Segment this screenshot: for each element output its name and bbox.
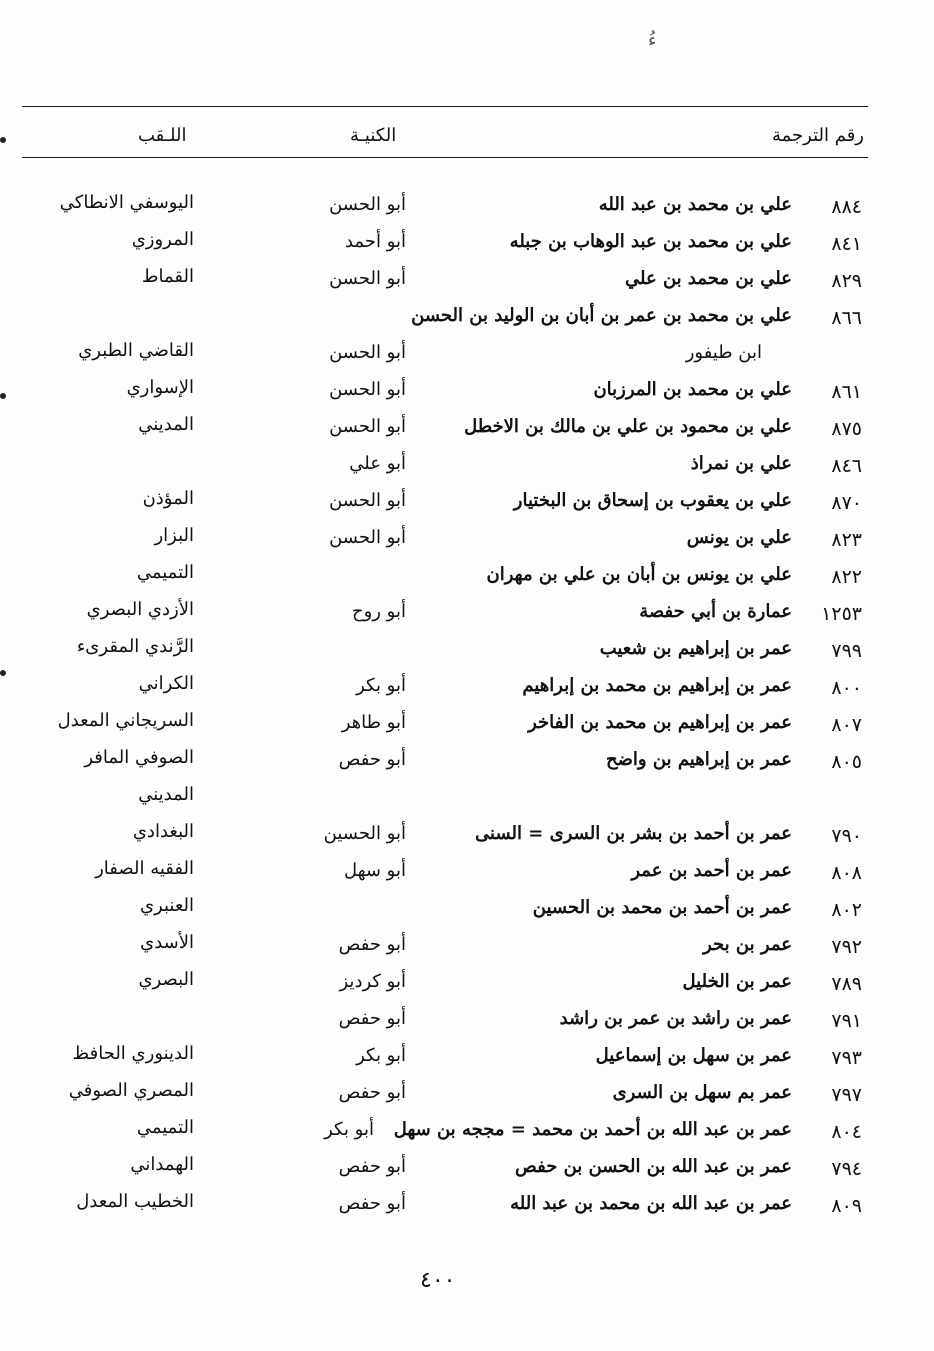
entry-name: عمر بن أحمد بن عمر — [631, 860, 792, 881]
entry-laqab: الأزدي البصري — [86, 599, 194, 620]
entry-kunya: أبو علي — [349, 453, 406, 474]
header-number-label: رقم الترجمة — [771, 125, 864, 146]
table-row — [0, 967, 934, 1004]
entry-name: عمر بن بحر — [703, 934, 792, 955]
entry-kunya: أبو حفص — [338, 1008, 406, 1029]
table-row — [0, 190, 934, 227]
entry-number: ٨٧٥ — [831, 418, 862, 440]
entry-name: علي بن محمود بن علي بن مالك بن الاخطل — [464, 416, 792, 437]
entry-name: علي بن محمد بن عمر بن أبان بن الوليد بن الحسن — [411, 305, 792, 326]
table-row — [0, 708, 934, 745]
entry-laqab: المديني — [138, 784, 194, 805]
entry-name: علي بن يونس بن أبان بن علي بن مهران — [486, 564, 792, 585]
entry-number: ٧٩٠ — [831, 825, 862, 847]
entry-name: عمر بن إبراهيم بن محمد بن الفاخر — [528, 712, 792, 733]
entry-name: علي بن محمد بن المرزبان — [593, 379, 792, 400]
entry-kunya: أبو حفص — [338, 934, 406, 955]
table-row — [0, 412, 934, 449]
entry-number: ٨٦١ — [831, 381, 862, 403]
table-row — [0, 227, 934, 264]
table-row — [0, 671, 934, 708]
table-row — [0, 782, 934, 819]
entry-kunya: أبو بكر — [356, 1045, 406, 1066]
entry-number: ٧٩٣ — [831, 1047, 862, 1069]
table-row — [0, 449, 934, 486]
entry-number: ٨٤١ — [831, 233, 862, 255]
entries-table — [0, 190, 934, 1226]
entry-kunya: أبو الحسن — [329, 527, 406, 548]
entry-kunya: أبو طاهر — [341, 712, 406, 733]
entry-kunya: أبو روح — [351, 601, 406, 622]
entry-name: عمارة بن أبي حفصة — [639, 601, 792, 622]
entry-laqab: المديني — [138, 414, 194, 435]
entry-name: علي بن محمد بن عبد الله — [598, 194, 792, 215]
entry-laqab: المروزي — [131, 229, 194, 250]
entry-number: ٨٠٢ — [831, 899, 862, 921]
entry-name: علي بن نمراذ — [690, 453, 792, 474]
table-row — [0, 1152, 934, 1189]
entry-name: عمر بن أحمد بن محمد بن الحسين — [532, 897, 792, 918]
entry-laqab: البغدادي — [132, 821, 194, 842]
table-row — [0, 1189, 934, 1226]
table-row — [0, 560, 934, 597]
entry-kunya: أبو حفص — [338, 1156, 406, 1177]
entry-laqab: البزار — [154, 525, 194, 546]
header-kunya-label: الكنيـة — [350, 125, 397, 146]
entry-name: علي بن محمد بن علي — [624, 268, 792, 289]
entry-laqab: الرَّندي المقرىء — [76, 636, 194, 657]
entry-name: عمر بن عبد الله بن أحمد بن محمد = مججه بن سهل — [393, 1119, 792, 1140]
entry-laqab: البصري — [138, 969, 194, 990]
entry-kunya: أبو حفص — [338, 1082, 406, 1103]
entry-name: عمر بن إبراهيم بن محمد بن إبراهيم — [522, 675, 792, 696]
table-row — [0, 375, 934, 412]
entry-name: ابن طيفور — [685, 342, 762, 363]
entry-number: ٨٢٩ — [831, 270, 862, 292]
entry-laqab: الكراني — [138, 673, 194, 694]
entry-number: ٨٧٠ — [831, 492, 862, 514]
entry-kunya: أبو الحسن — [329, 268, 406, 289]
table-row — [0, 486, 934, 523]
entry-name: علي بن يعقوب بن إسحاق بن البختيار — [513, 490, 792, 511]
table-row — [0, 1115, 934, 1152]
table-row — [0, 264, 934, 301]
entry-laqab: الدينوري الحافظ — [72, 1043, 194, 1064]
entry-kunya: أبو بكر — [324, 1119, 374, 1140]
entry-kunya: أبو أحمد — [344, 231, 406, 252]
entry-name: عمر بن إبراهيم بن شعيب — [599, 638, 792, 659]
entry-name: عمر بن عبد الله بن الحسن بن حفص — [515, 1156, 792, 1177]
entry-kunya: أبو كرديز — [339, 971, 406, 992]
entry-name: علي بن يونس — [686, 527, 792, 548]
entry-kunya: أبو الحسن — [329, 490, 406, 511]
entry-kunya: أبو الحسن — [329, 379, 406, 400]
entry-number: ٨٠٥ — [831, 751, 862, 773]
entry-laqab: الخطيب المعدل — [76, 1191, 194, 1212]
entry-number: ٨٦٦ — [831, 307, 862, 329]
entry-kunya: أبو الحسن — [329, 416, 406, 437]
top-mark: ءُ — [648, 30, 657, 51]
table-row — [0, 523, 934, 560]
entry-number: ٧٩٢ — [831, 936, 862, 958]
entry-number: ٧٨٩ — [831, 973, 862, 995]
header-top-rule — [22, 106, 868, 107]
entry-laqab: اليوسفي الانطاكي — [59, 192, 194, 213]
entry-number: ٨٠٤ — [831, 1121, 862, 1143]
entry-name: عمر بن راشد بن عمر بن راشد — [559, 1008, 792, 1029]
entry-number: ٨٨٤ — [831, 196, 862, 218]
entry-number: ٨٠٩ — [831, 1195, 862, 1217]
entry-name: عمر بن إبراهيم بن واضح — [605, 749, 792, 770]
entry-name: عمر بن أحمد بن بشر بن السرى = السنى — [475, 823, 792, 844]
table-row — [0, 634, 934, 671]
page-number: ٤٠٠ — [420, 1268, 456, 1293]
entry-kunya: أبو بكر — [356, 675, 406, 696]
entry-kunya: أبو الحسن — [329, 342, 406, 363]
entry-number: ١٢٥٣ — [821, 603, 862, 625]
scan-speck — [0, 137, 6, 143]
entry-number: ٨٤٦ — [831, 455, 862, 477]
entry-laqab: الإسواري — [126, 377, 194, 398]
entry-kunya: أبو الحسين — [323, 823, 406, 844]
table-row — [0, 856, 934, 893]
table-row — [0, 893, 934, 930]
entry-name: عمر بن عبد الله بن محمد بن عبد الله — [510, 1193, 792, 1214]
table-row — [0, 1004, 934, 1041]
entry-kunya: أبو سهل — [343, 860, 406, 881]
table-row — [0, 597, 934, 634]
entry-number: ٧٩١ — [831, 1010, 862, 1032]
entry-name: علي بن محمد بن عبد الوهاب بن جبله — [509, 231, 792, 252]
table-row — [0, 1041, 934, 1078]
entry-name: عمر بم سهل بن السرى — [612, 1082, 792, 1103]
entry-laqab: السريجاني المعدل — [57, 710, 194, 731]
table-row — [0, 745, 934, 782]
entry-laqab: القاضي الطبري — [78, 340, 194, 361]
entry-laqab: المؤذن — [142, 488, 194, 509]
entry-laqab: المصري الصوفي — [68, 1080, 194, 1101]
entry-name: عمر بن سهل بن إسماعيل — [595, 1045, 792, 1066]
entry-laqab: التميمي — [136, 562, 194, 583]
header-bottom-rule — [22, 157, 868, 158]
entry-kunya: أبو حفص — [338, 749, 406, 770]
header-laqab-label: اللـقب — [138, 125, 187, 146]
entry-number: ٨٢٢ — [831, 566, 862, 588]
entry-number: ٨٠٨ — [831, 862, 862, 884]
entry-kunya: أبو حفص — [338, 1193, 406, 1214]
entry-laqab: التميمي — [136, 1117, 194, 1138]
entry-number: ٧٩٩ — [831, 640, 862, 662]
entry-laqab: الهمداني — [130, 1154, 194, 1175]
table-row — [0, 338, 934, 375]
entry-number: ٨٠٧ — [831, 714, 862, 736]
table-row — [0, 819, 934, 856]
entry-laqab: الصوفي المافر — [84, 747, 194, 768]
table-row — [0, 1078, 934, 1115]
table-row — [0, 930, 934, 967]
entry-laqab: الفقيه الصفار — [95, 858, 194, 879]
table-row — [0, 301, 934, 338]
entry-number: ٧٩٤ — [831, 1158, 862, 1180]
entry-number: ٨٠٠ — [831, 677, 862, 699]
entry-number: ٨٢٣ — [831, 529, 862, 551]
entry-number: ٧٩٧ — [831, 1084, 862, 1106]
entry-laqab: الأسدي — [140, 932, 194, 953]
entry-laqab: العنبري — [139, 895, 194, 916]
entry-kunya: أبو الحسن — [329, 194, 406, 215]
entry-laqab: القماط — [141, 266, 194, 287]
entry-name: عمر بن الخليل — [682, 971, 792, 992]
